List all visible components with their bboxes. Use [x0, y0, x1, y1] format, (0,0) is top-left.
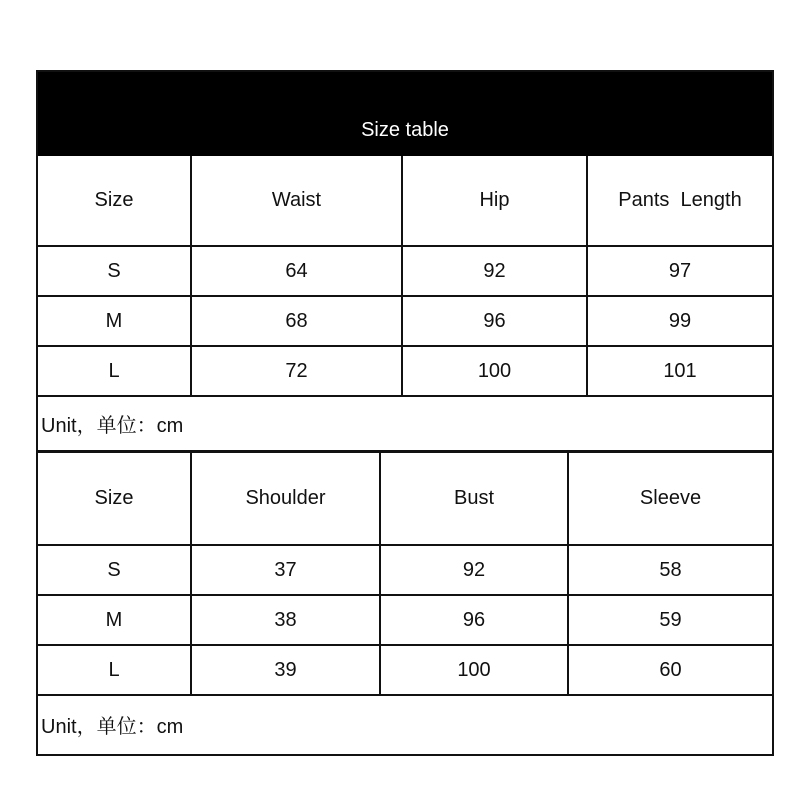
header-size: Size	[38, 453, 191, 545]
table-row	[38, 645, 772, 695]
tops-unit-note: Unit，单位：cm	[41, 716, 184, 738]
cell-shoulder: 38	[191, 595, 380, 645]
tops-size-table	[38, 453, 772, 696]
header-hip: Hip	[402, 156, 587, 246]
cell-size: L	[38, 346, 191, 396]
cell-bust: 96	[380, 595, 568, 645]
table-row	[38, 246, 772, 296]
cell-sleeve: 60	[568, 645, 772, 695]
cell-pants-length: 97	[587, 246, 772, 296]
table-header-row	[38, 453, 772, 545]
header-waist: Waist	[191, 156, 402, 246]
bottoms-unit-note: Unit，单位：cm	[41, 414, 184, 437]
size-chart-document	[36, 70, 774, 756]
cell-size: M	[38, 296, 191, 346]
header-bust: Bust	[380, 453, 568, 545]
cell-hip: 100	[402, 346, 587, 396]
table-header-row	[38, 156, 772, 246]
cell-waist: 64	[191, 246, 402, 296]
header-sleeve: Sleeve	[568, 453, 772, 545]
table-row	[38, 595, 772, 645]
header-pants-length: Pants Length	[587, 156, 772, 246]
table-row	[38, 346, 772, 396]
cell-sleeve: 59	[568, 595, 772, 645]
table-row	[38, 545, 772, 595]
cell-size: S	[38, 246, 191, 296]
table-row	[38, 296, 772, 346]
cell-shoulder: 39	[191, 645, 380, 695]
cell-pants-length: 101	[587, 346, 772, 396]
header-shoulder: Shoulder	[191, 453, 380, 545]
bottoms-size-table	[38, 156, 772, 397]
cell-hip: 96	[402, 296, 587, 346]
cell-waist: 68	[191, 296, 402, 346]
cell-size: L	[38, 645, 191, 695]
size-table-title: Size table	[38, 72, 772, 156]
cell-pants-length: 99	[587, 296, 772, 346]
header-size: Size	[38, 156, 191, 246]
cell-bust: 92	[380, 545, 568, 595]
cell-size: M	[38, 595, 191, 645]
cell-waist: 72	[191, 346, 402, 396]
cell-bust: 100	[380, 645, 568, 695]
cell-sleeve: 58	[568, 545, 772, 595]
cell-shoulder: 37	[191, 545, 380, 595]
cell-size: S	[38, 545, 191, 595]
cell-hip: 92	[402, 246, 587, 296]
